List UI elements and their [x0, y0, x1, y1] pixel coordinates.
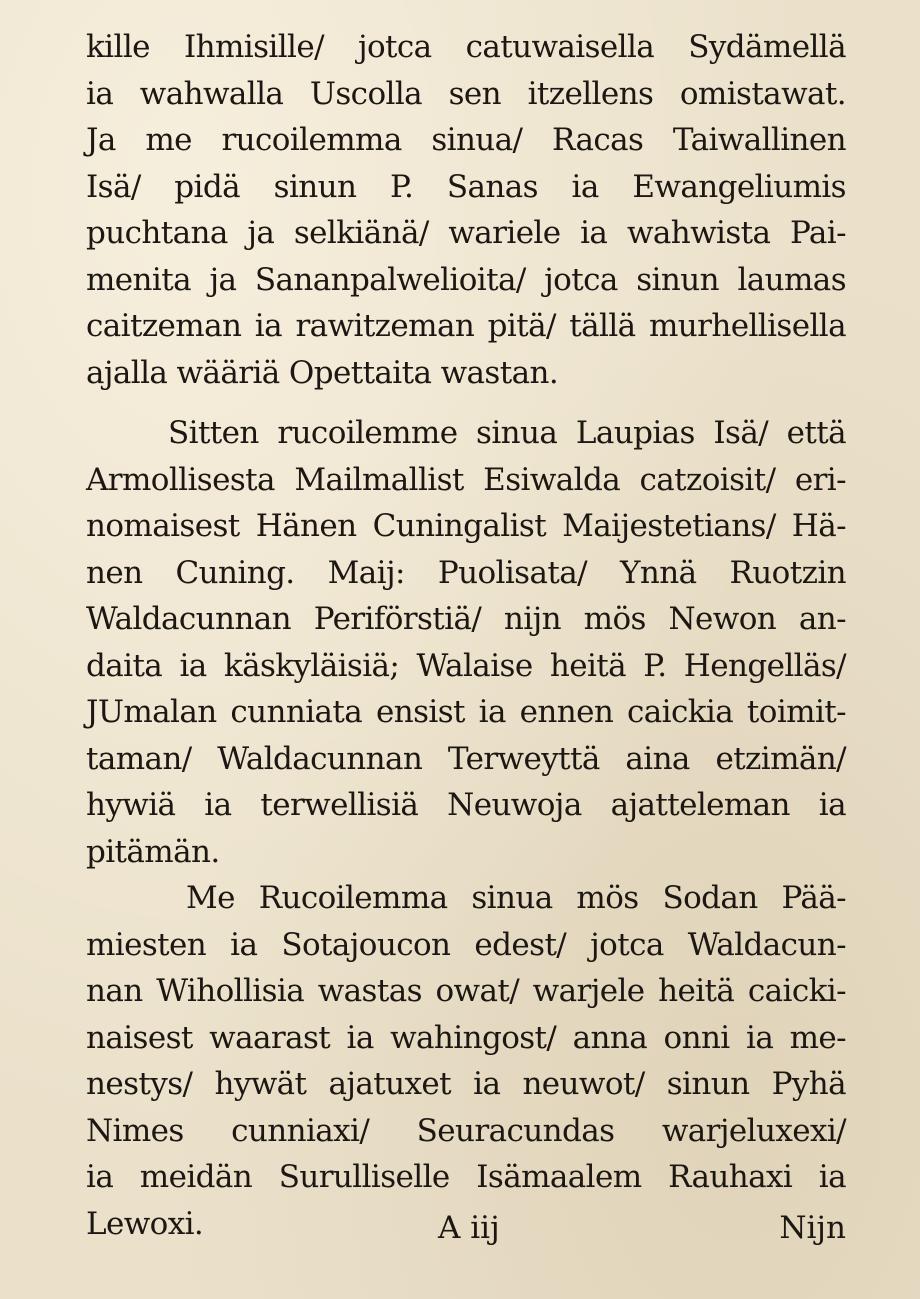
text-line: taman/ Waldacunnan Terweyttä aina etzimän/ [86, 740, 846, 777]
text-line: Lewoxi. [86, 1205, 204, 1242]
text-line: nestys/ hywät ajatuxet ia neuwot/ sinun Pyhä [86, 1066, 846, 1102]
paragraph-gap [86, 396, 846, 410]
text-line: nomaisest Hänen Cuningalist Maijestetians/ Hä- [86, 508, 846, 544]
text-line: nan Wihollisia wastas owat/ warjele heitä caicki- [86, 973, 846, 1009]
paragraph-2 [86, 410, 846, 875]
text-line: kille Ihmisille/ jotca catuwaisella Sydämellä [86, 29, 846, 65]
text-line: Isä/ pidä sinun P. Sanas ia Ewangeliumis [86, 168, 846, 205]
text-line: daita ia käskyläisiä; Walaise heitä P. Hengelläs/ [86, 647, 846, 684]
text-line: ia wahwalla Uscolla sen itzellens omistawat. [86, 75, 846, 112]
text-line: Sitten rucoilemme sinua Laupias Isä/ että [168, 415, 846, 451]
text-line: Ja me rucoilemma sinua/ Racas Taiwallinen [86, 122, 846, 158]
text-line: nen Cuning. Maij: Puolisata/ Ynnä Ruotzin [86, 554, 846, 591]
page-text [86, 24, 846, 1247]
text-line: menita ja Sananpalwelioita/ jotca sinun laumas [86, 261, 846, 298]
paragraph-3 [86, 875, 846, 1247]
text-line: ia meidän Surulliselle Isämaalem Rauhaxi ia [86, 1159, 846, 1195]
signature-mark: A iij [438, 1210, 500, 1246]
text-line: Me Rucoilemma sinua mös Sodan Pää- [186, 880, 846, 916]
page-footer [86, 1203, 846, 1253]
text-line: hywiä ia terwellisiä Neuwoja ajatteleman ia [86, 787, 846, 823]
paragraph-1 [86, 24, 846, 396]
text-line: JUmalan cunniata ensist ia ennen caickia toimit- [86, 694, 846, 730]
text-line: naisest waarast ia wahingost/ anna onni ia me- [86, 1019, 846, 1056]
catchword: Nijn [779, 1210, 846, 1246]
text-line: miesten ia Sotajoucon edest/ jotca Waldacun- [86, 926, 846, 963]
text-line: ajalla wääriä Opettaita wastan. [86, 354, 559, 391]
text-line: Armollisesta Mailmallist Esiwalda catzoisit/ eri- [86, 461, 846, 498]
text-line: Waldacunnan Periförstiä/ nijn mös Newon an- [86, 601, 846, 637]
text-line: caitzeman ia rawitzeman pitä/ tällä murhellisella [86, 308, 846, 344]
text-line: puchtana ja selkiänä/ wariele ia wahwista Pai- [86, 215, 846, 251]
text-line: Nimes cunniaxi/ Seuracundas warjeluxexi/ [86, 1112, 846, 1149]
text-line: pitämän. [86, 833, 220, 870]
